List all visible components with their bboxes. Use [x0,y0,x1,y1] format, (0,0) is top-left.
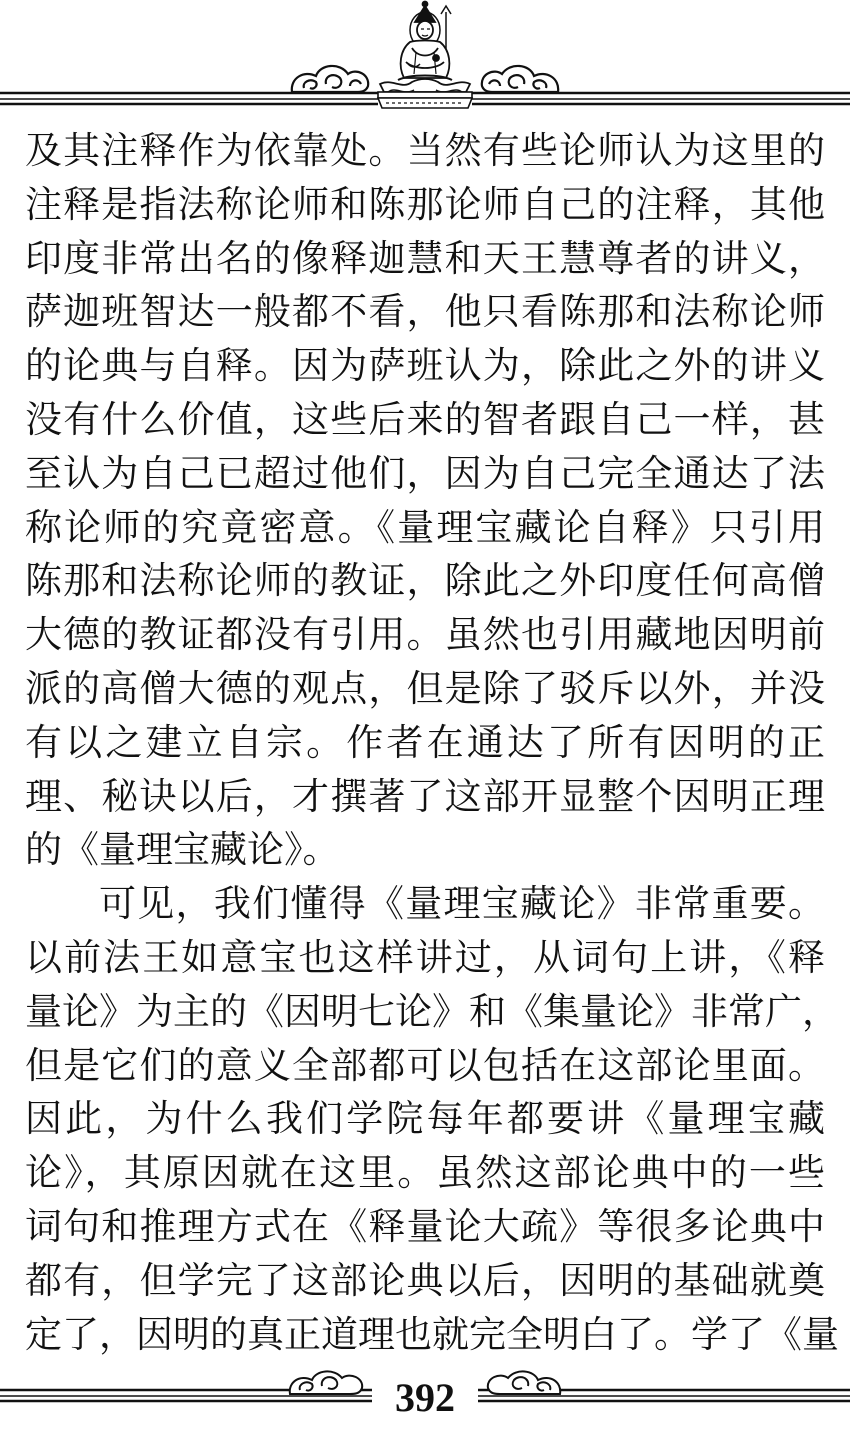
page-number: 392 [395,1375,455,1420]
text-line: 称论师的究竟密意。《量理宝藏论自释》只引用 [25,505,825,549]
deity-figure-icon [378,2,472,109]
text-line: 大德的教证都没有引用。虽然也引用藏地因明前 [25,613,825,657]
body-text [25,124,839,1361]
text-line: 都有，但学完了这部论典以后，因明的基础就奠 [25,1258,825,1302]
text-line: 陈那和法称论师的教证，除此之外印度任何高僧 [25,559,825,603]
text-line: 至认为自己已超过他们，因为自己完全通达了法 [25,451,825,495]
text-line: 定了，因明的真正道理也就完全明白了。学了《量 [25,1312,839,1356]
text-line: 论》，其原因就在这里。虽然这部论典中的一些 [25,1151,825,1195]
text-line: 派的高僧大德的观点，但是除了驳斥以外，并没 [25,666,825,710]
paragraph-start-line: 可见，我们懂得《量理宝藏论》非常重要。 [99,882,825,926]
text-line: 有以之建立自宗。作者在通达了所有因明的正 [25,720,825,764]
text-line: 没有什么价值，这些后来的智者跟自己一样，甚 [25,397,825,441]
page-header [0,0,850,115]
paragraph-end-line: 的《量理宝藏论》。 [25,828,340,872]
header-ornament [0,0,850,115]
text-line: 理、秘诀以后，才撰著了这部开显整个因明正理 [25,774,825,818]
text-line: 以前法王如意宝也这样讲过，从词句上讲，《释 [25,935,825,979]
left-cloud-icon [292,66,368,92]
text-line: 词句和推理方式在《释量论大疏》等很多论典中 [25,1204,825,1248]
text-line: 的论典与自释。因为萨班认为，除此之外的讲义 [25,344,825,388]
text-line: 印度非常出名的像释迦慧和天王慧尊者的讲义， [25,236,825,280]
text-line: 萨迦班智达一般都不看，他只看陈那和法称论师 [25,290,825,334]
right-cloud-icon [482,66,558,92]
text-line: 注释是指法称论师和陈那论师自己的注释，其他 [25,182,825,226]
text-line: 但是它们的意义全部都可以包括在这部论里面。 [25,1043,825,1087]
text-line: 及其注释作为依靠处。当然有些论师认为这里的 [25,129,825,172]
text-line: 因此，为什么我们学院每年都要讲《量理宝藏 [25,1097,825,1141]
text-line: 量论》为主的《因明七论》和《集量论》非常广， [25,989,839,1033]
